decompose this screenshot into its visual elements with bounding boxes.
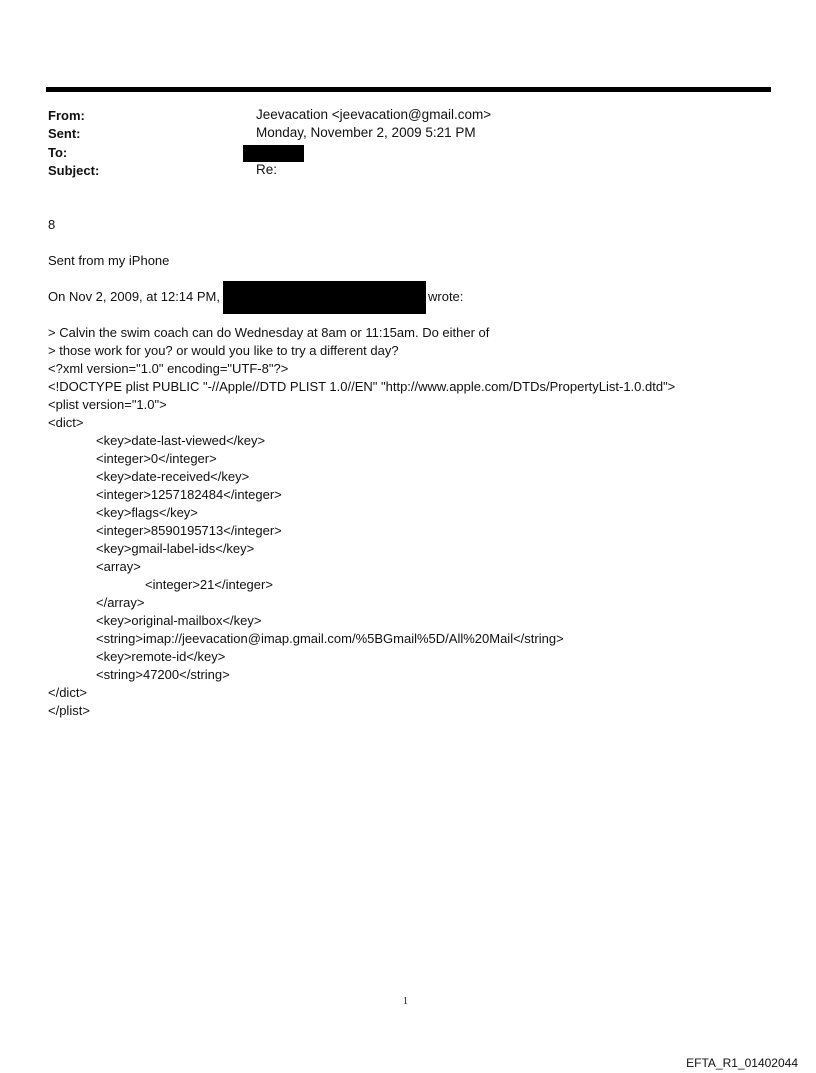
- quote-intro-after: wrote:: [428, 289, 464, 304]
- xml-line: <key>date-received</key>: [96, 469, 250, 484]
- quoted-line: > those work for you? or would you like to try a different day?: [48, 343, 399, 358]
- xml-line: <string>47200</string>: [96, 667, 230, 682]
- header-divider: [46, 87, 771, 92]
- xml-line: <array>: [96, 559, 141, 574]
- sent-label: Sent:: [48, 126, 81, 141]
- xml-line: <key>original-mailbox</key>: [96, 613, 262, 628]
- subject-label: Subject:: [48, 163, 100, 178]
- xml-line: <plist version="1.0">: [48, 397, 167, 412]
- xml-line: <?xml version="1.0" encoding="UTF-8"?>: [48, 361, 289, 376]
- xml-line: </plist>: [48, 703, 90, 718]
- signature-text: Sent from my iPhone: [48, 253, 170, 268]
- xml-line: <dict>: [48, 415, 84, 430]
- xml-line: <integer>8590195713</integer>: [96, 523, 282, 538]
- xml-line: <key>remote-id</key>: [96, 649, 226, 664]
- page-number: 1: [403, 996, 408, 1007]
- xml-line: </dict>: [48, 685, 88, 700]
- xml-line: <integer>0</integer>: [96, 451, 217, 466]
- xml-line: <integer>1257182484</integer>: [96, 487, 282, 502]
- xml-line: <integer>21</integer>: [145, 577, 273, 592]
- reply-text: 8: [48, 217, 56, 232]
- subject-value: Re:: [256, 162, 278, 177]
- xml-line: <!DOCTYPE plist PUBLIC "-//Apple//DTD PLIST 1.0//EN" "http://www.apple.com/DTDs/PropertyList-1.0.dtd">: [48, 379, 676, 394]
- xml-line: <string>imap://jeevacation@imap.gmail.com/%5BGmail%5D/All%20Mail</string>: [96, 631, 564, 646]
- xml-line: <key>date-last-viewed</key>: [96, 433, 266, 448]
- quoted-line: > Calvin the swim coach can do Wednesday at 8am or 11:15am. Do either of: [48, 325, 490, 340]
- to-label: To:: [48, 145, 68, 160]
- document-id: EFTA_R1_01402044: [686, 1056, 798, 1070]
- from-value: Jeevacation <jeevacation@gmail.com>: [256, 107, 492, 122]
- to-redaction: [243, 145, 304, 162]
- xml-line: </array>: [96, 595, 145, 610]
- sent-value: Monday, November 2, 2009 5:21 PM: [256, 125, 476, 140]
- from-label: From:: [48, 108, 85, 123]
- quote-intro-before: On Nov 2, 2009, at 12:14 PM,: [48, 289, 220, 304]
- xml-line: <key>flags</key>: [96, 505, 198, 520]
- xml-line: <key>gmail-label-ids</key>: [96, 541, 255, 556]
- sender-redaction: [223, 281, 426, 314]
